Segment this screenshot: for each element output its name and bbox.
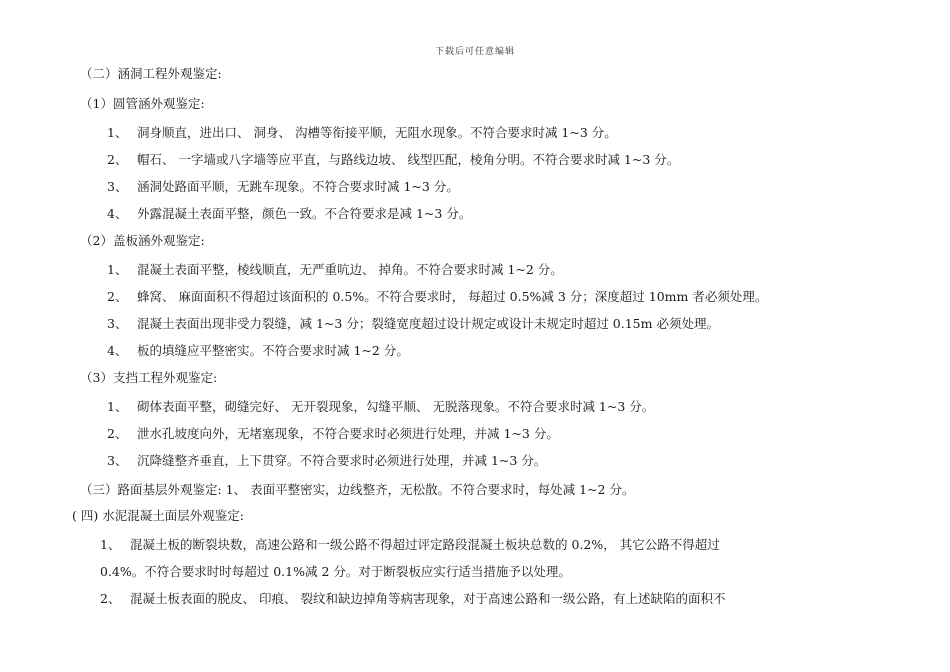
item-text: 混凝土表面平整，棱线顺直，无严重吭边、 掉角。不符合要求时减 1~2 分。	[137, 262, 563, 277]
list-item	[107, 125, 617, 141]
list-item	[107, 179, 459, 195]
item-text: 混凝土板的断裂块数，高速公路和一级公路不得超过评定路段混凝土板块总数的 0.2%， 其它公路不得超过	[130, 537, 720, 552]
subsection-heading-retaining: （3）支挡工程外观鉴定:	[80, 370, 218, 385]
item-number: 2、	[107, 426, 128, 441]
item-text: 混凝土板表面的脱皮、 印痕、 裂纹和缺边掉角等病害现象，对于高速公路和一级公路，有上述缺陷的面积不	[130, 591, 726, 606]
list-item	[100, 591, 725, 607]
item-text: 蜂窝、 麻面面积不得超过该面积的 0.5%。不符合要求时， 每超过 0.5%减 3 分；深度超过 10mm 者必须处理。	[137, 289, 768, 304]
item-number: 4、	[107, 206, 128, 221]
list-item	[107, 316, 719, 332]
item-text: 混凝土表面出现非受力裂缝，减 1~3 分；裂缝宽度超过设计规定或设计未规定时超过 0.15m 必须处理。	[137, 316, 719, 331]
list-item	[107, 152, 679, 168]
item-number: 1、	[107, 262, 128, 277]
list-item	[107, 206, 471, 222]
item-text: 沉降缝整齐垂直，上下贯穿。不符合要求时必须进行处理，并减 1~3 分。	[137, 453, 547, 468]
item-text: 板的填缝应平整密实。不符合要求时减 1~2 分。	[137, 343, 409, 358]
item-text: 涵洞处路面平顺，无跳车现象。不符合要求时减 1~3 分。	[137, 179, 459, 194]
item-number: 2、	[100, 591, 121, 606]
list-item	[107, 289, 767, 305]
list-item	[107, 343, 409, 359]
list-item-continuation	[100, 564, 571, 580]
item-number: 1、	[107, 125, 128, 140]
list-item	[107, 262, 563, 278]
item-text: 洞身顺直，进出口、 洞身、 沟槽等衔接平顺，无阻水现象。不符合要求时减 1~3 分。	[137, 125, 617, 140]
item-text: 帽石、 一字墙或八字墙等应平直，与路线边坡、 线型匹配，棱角分明。不符合要求时减 1~3 分。	[137, 152, 680, 167]
list-item	[107, 453, 546, 469]
list-item	[107, 426, 559, 442]
page-header: 下载后可任意编辑	[434, 47, 515, 57]
list-item	[100, 537, 720, 553]
item-text: 0.4%。不符合要求时时每超过 0.1%减 2 分。对于断裂板应实行适当措施予以处理。	[100, 564, 571, 579]
list-item	[107, 399, 654, 415]
section-heading-culvert: （二）涵洞工程外观鉴定:	[80, 66, 222, 81]
item-number: 4、	[107, 343, 128, 358]
item-number: 1、	[107, 399, 128, 414]
item-text: 外露混凝土表面平整，颜色一致。不合符要求是减 1~3 分。	[137, 206, 472, 221]
subsection-heading-slab-culvert: （2）盖板涵外观鉴定:	[80, 233, 205, 248]
item-text: 泄水孔坡度向外，无堵塞现象，不符合要求时必须进行处理，并减 1~3 分。	[137, 426, 559, 441]
item-number: 2、	[107, 289, 128, 304]
section-heading-concrete-surface: ( 四) 水泥混凝土面层外观鉴定:	[72, 508, 244, 523]
item-number: 1、	[100, 537, 121, 552]
item-number: 3、	[107, 453, 128, 468]
item-number: 3、	[107, 179, 128, 194]
section-heading-base-course: （三）路面基层外观鉴定: 1、 表面平整密实，边线整齐，无松散。不符合要求时，每处减 1~2 分。	[80, 482, 635, 497]
item-text: 砌体表面平整，砌缝完好、 无开裂现象，勾缝平顺、 无脱落现象。不符合要求时减 1~3 分。	[137, 399, 655, 414]
item-number: 3、	[107, 316, 128, 331]
subsection-heading-pipe-culvert: （1）圆管涵外观鉴定:	[80, 96, 205, 111]
item-number: 2、	[107, 152, 128, 167]
